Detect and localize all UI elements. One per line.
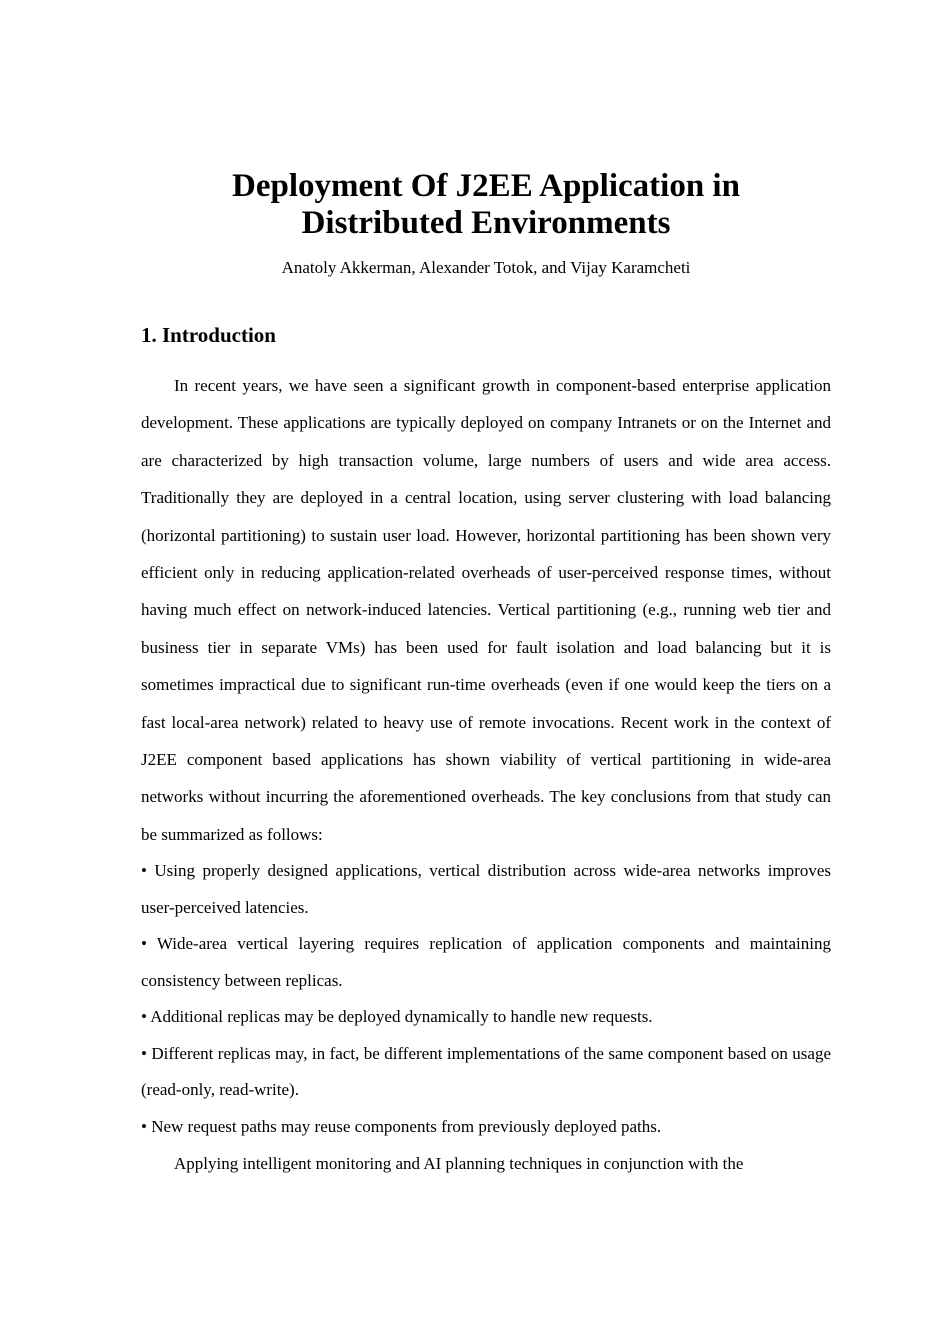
list-item: • Different replicas may, in fact, be different implementations of the same component based on usage (read-only, read-write).	[141, 1043, 831, 1100]
list-item: • Using properly designed applications, vertical distribution across wide-area networks improves user-perceived latencies.	[141, 861, 831, 917]
list-item: • Wide-area vertical layering requires replication of application components and maintaining consistency between replicas.	[141, 934, 831, 990]
title-line-1: Deployment Of J2EE Application in	[232, 168, 740, 204]
list-item: • Additional replicas may be deployed dynamically to handle new requests.	[141, 1007, 653, 1027]
title-line-2: Distributed Environments	[301, 205, 671, 241]
body-text	[141, 367, 831, 1183]
author-list: Anatoly Akkerman, Alexander Totok, and Vijay Karamcheti	[281, 258, 691, 277]
list-item: • New request paths may reuse components from previously deployed paths.	[141, 1116, 662, 1136]
intro-paragraph: In recent years, we have seen a significant growth in component-based enterprise application development. These applications are typically deployed on company Intranets or on the Internet and are characterized by high transaction volume, large numbers of users and wide area access. Traditionally they are deployed in a central location, using server clustering with load balancing (horizontal partitioning) to sustain user load. However, horizontal partitioning has been shown very efficient only in reducing application-related overheads of user-perceived response times, without having much effect on network-induced latencies. Vertical partitioning (e.g., running web tier and business tier in separate VMs) has been used for fault isolation and load balancing but it is sometimes impractical due to significant run-time overheads (even if one would keep the tiers on a fast local-area network) related to heavy use of remote invocations. Recent work in the context of J2EE component based applications has shown viability of vertical partitioning in wide-area networks without incurring the aforementioned overheads. The key conclusions from that study can be summarized as follows:	[141, 376, 831, 844]
paper-title	[141, 168, 831, 242]
conclusions-list	[141, 853, 831, 1145]
section-heading-introduction: 1. Introduction	[141, 323, 276, 347]
closing-paragraph: Applying intelligent monitoring and AI planning techniques in conjunction with the	[174, 1154, 744, 1174]
